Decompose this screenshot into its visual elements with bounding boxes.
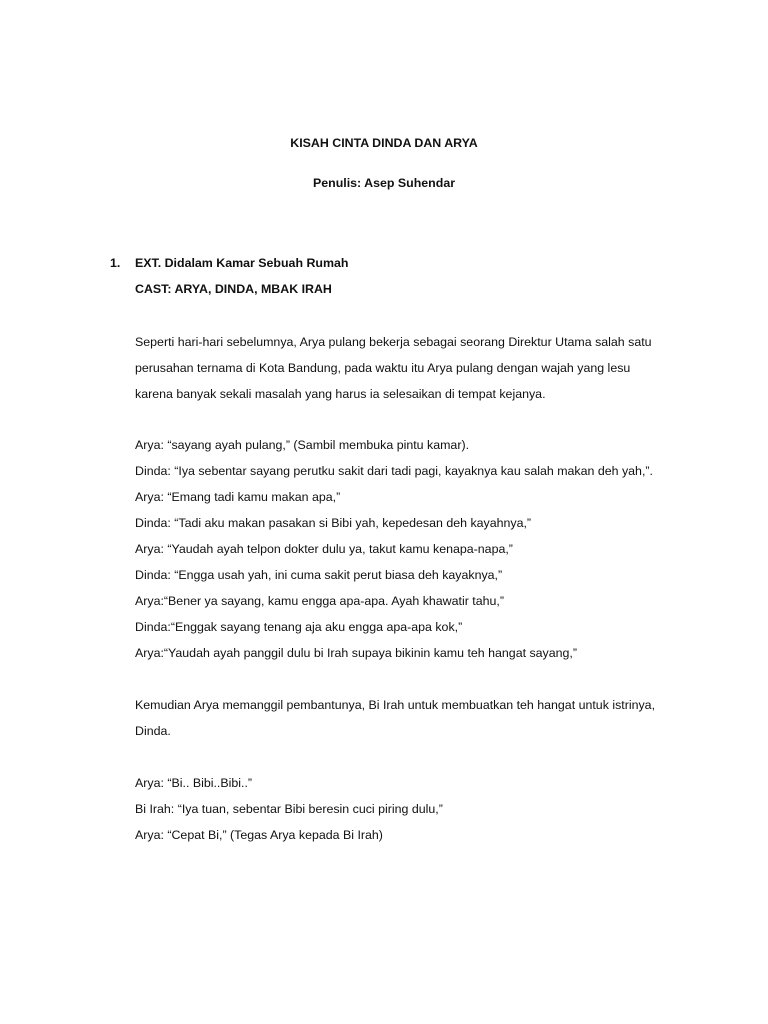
dialogue-line: Dinda:“Enggak sayang tenang aja aku engga apa-apa kok,” — [135, 620, 463, 634]
dialogue-line: Dinda: “Engga usah yah, ini cuma sakit perut biasa deh kayaknya,” — [135, 568, 503, 582]
dialogue-line: Arya: “sayang ayah pulang,” (Sambil membuka pintu kamar). — [135, 438, 470, 452]
dialogue-line: Arya: “Bi.. Bibi..Bibi..” — [135, 776, 253, 790]
dialogue-line: Dinda: “Iya sebentar sayang perutku sakit dari tadi pagi, kayaknya kau salah makan deh yah,”. — [135, 464, 653, 478]
dialogue-line: Bi Irah: “Iya tuan, sebentar Bibi beresin cuci piring dulu,” — [135, 802, 443, 816]
narration-line: karena banyak sekali masalah yang harus ia selesaikan di tempat kejanya. — [135, 387, 546, 401]
document-title: KISAH CINTA DINDA DAN ARYA — [290, 136, 478, 150]
dialogue-line: Arya:“Yaudah ayah panggil dulu bi Irah supaya bikinin kamu teh hangat sayang,” — [135, 646, 577, 660]
dialogue-line: Arya: “Emang tadi kamu makan apa,” — [135, 490, 341, 504]
scene-cast: CAST: ARYA, DINDA, MBAK IRAH — [135, 282, 332, 296]
document-author: Penulis: Asep Suhendar — [312, 176, 456, 190]
dialogue-line: Arya: “Cepat Bi,” (Tegas Arya kepada Bi Irah) — [135, 828, 383, 842]
narration-line: perusahan ternama di Kota Bandung, pada waktu itu Arya pulang dengan wajah yang lesu — [135, 361, 631, 375]
narration-line: Kemudian Arya memanggil pembantunya, Bi Irah untuk membuatkan teh hangat untuk istrinya, — [135, 698, 656, 712]
narration-line: Seperti hari-hari sebelumnya, Arya pulang bekerja sebagai seorang Direktur Utama salah satu — [135, 335, 652, 349]
scene-number: 1. — [110, 256, 121, 270]
scene-heading: EXT. Didalam Kamar Sebuah Rumah — [135, 256, 349, 270]
dialogue-line: Arya:“Bener ya sayang, kamu engga apa-apa. Ayah khawatir tahu,” — [135, 594, 504, 608]
dialogue-line: Arya: “Yaudah ayah telpon dokter dulu ya, takut kamu kenapa-napa,” — [135, 542, 513, 556]
narration-line: Dinda. — [135, 724, 171, 738]
dialogue-line: Dinda: “Tadi aku makan pasakan si Bibi yah, kepedesan deh kayahnya,” — [135, 516, 532, 530]
